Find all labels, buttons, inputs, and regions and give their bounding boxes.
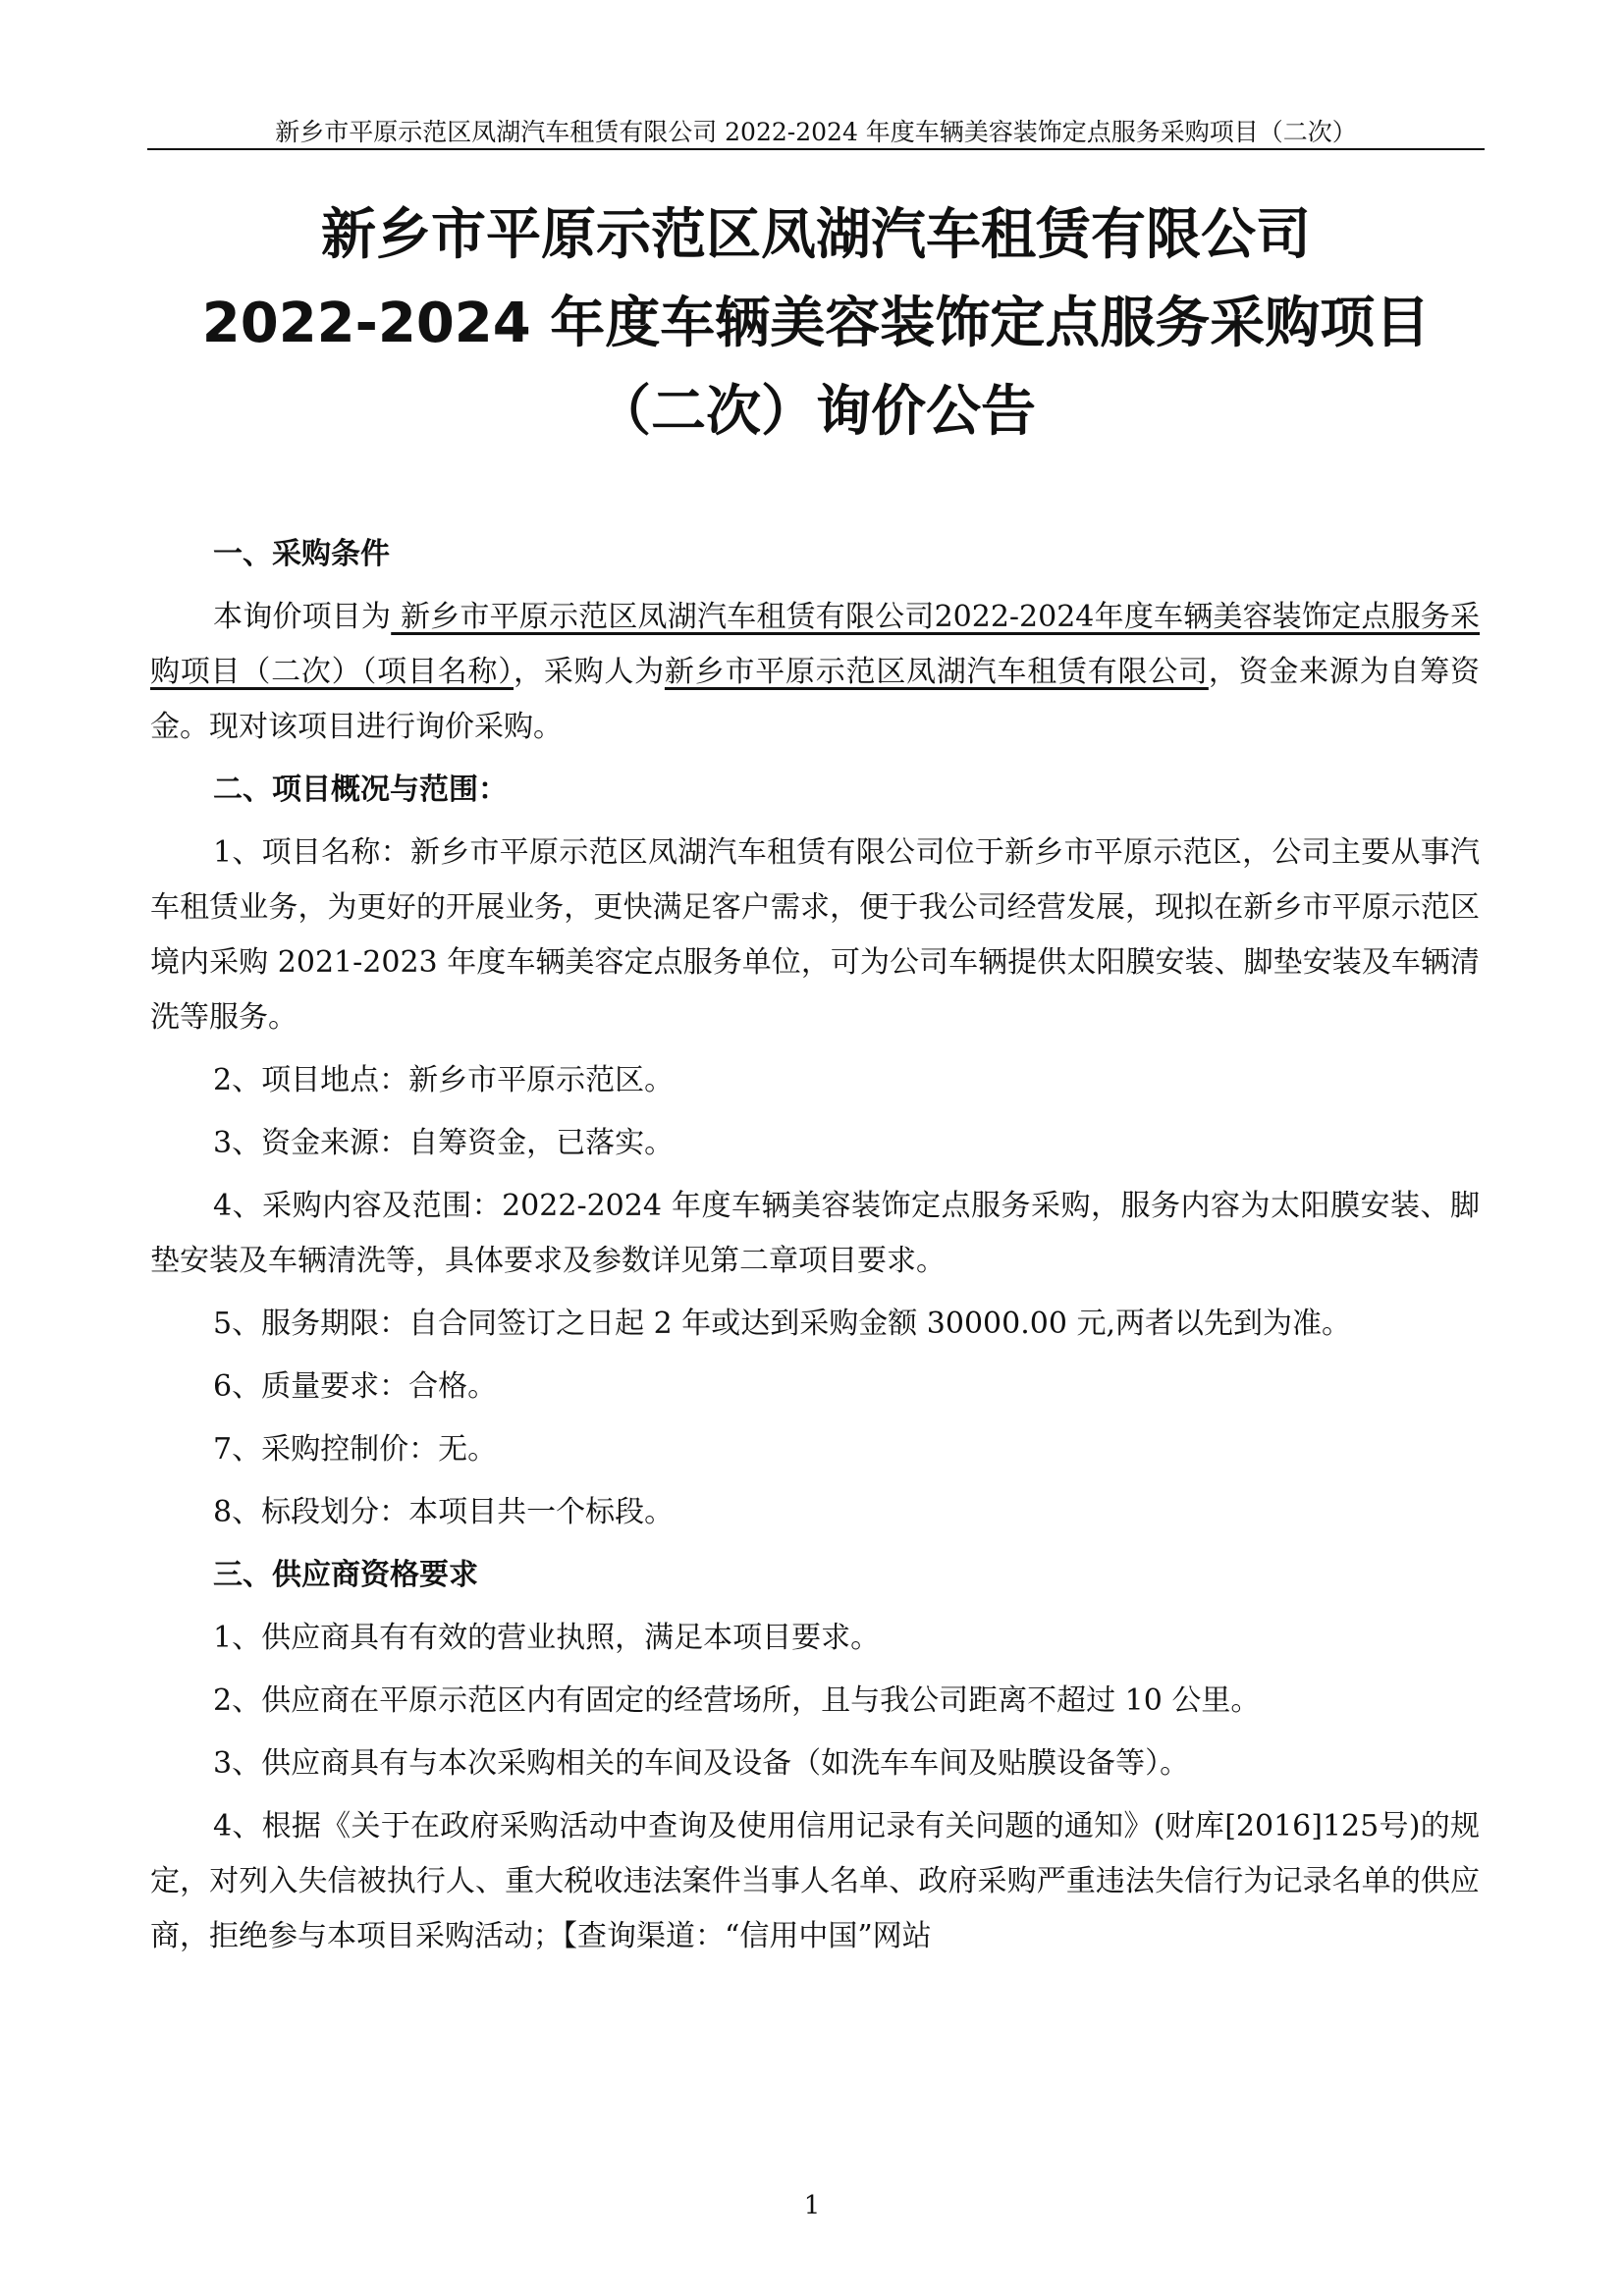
text-mid: ，采购人为 <box>514 655 665 689</box>
text-prefix: 本询价项目为 <box>213 600 392 634</box>
overview-item: 6、质量要求：合格。 <box>213 1369 498 1404</box>
overview-item: 2、项目地点：新乡市平原示范区。 <box>213 1063 675 1097</box>
project-name-link[interactable]: 新乡市平原示范区凤湖汽车租赁有限公司2022-2024年度车辆美容装饰定点服务采购项目（二次）（项目名称） <box>150 600 1481 689</box>
title-line-3: （二次）询价公告 <box>596 380 1036 444</box>
purchase-conditions-paragraph <box>150 590 1480 755</box>
overview-item: 7、采购控制价：无。 <box>213 1432 498 1467</box>
document-title <box>147 191 1485 456</box>
qualification-item: 2、供应商在平原示范区内有固定的经营场所，且与我公司距离不超过 10 公里。 <box>213 1683 1261 1718</box>
purchaser-name-link[interactable]: 新乡市平原示范区凤湖汽车租赁有限公司 <box>664 655 1209 689</box>
running-header: 新乡市平原示范区凤湖汽车租赁有限公司 2022-2024 年度车辆美容装饰定点服务采购项目（二次） <box>275 118 1357 146</box>
qualification-item: 1、供应商具有有效的营业执照，满足本项目要求。 <box>213 1621 881 1655</box>
title-line-1: 新乡市平原示范区凤湖汽车租赁有限公司 <box>321 203 1311 267</box>
header-divider <box>147 148 1485 150</box>
document-body <box>150 527 1480 1972</box>
overview-item: 3、资金来源：自筹资金，已落实。 <box>213 1126 675 1160</box>
section-heading-supplier-qualifications: 三、供应商资格要求 <box>213 1558 478 1592</box>
overview-item: 1、项目名称：新乡市平原示范区凤湖汽车租赁有限公司位于新乡市平原示范区，公司主要从事汽车租赁业务，为更好的开展业务，更快满足客户需求，便于我公司经营发展，现拟在新乡市平原示范区境内采购 2021-2023 年度车辆美容定点服务单位，可为公司车辆提供太阳膜安装、脚垫安装及车辆清洗等服务。 <box>150 835 1480 1035</box>
section-heading-project-overview: 二、项目概况与范围： <box>213 773 508 807</box>
qualification-item: 3、供应商具有与本次采购相关的车间及设备（如洗车车间及贴膜设备等）。 <box>213 1746 1190 1781</box>
overview-item: 5、服务期限：自合同签订之日起 2 年或达到采购金额 30000.00 元,两者以先到为准。 <box>213 1307 1351 1341</box>
page-number: 1 <box>803 2191 821 2220</box>
section-heading-purchase-conditions: 一、采购条件 <box>213 537 390 571</box>
overview-item: 4、采购内容及范围：2022-2024 年度车辆美容装饰定点服务采购，服务内容为太阳膜安装、脚垫安装及车辆清洗等，具体要求及参数详见第二章项目要求。 <box>150 1189 1480 1278</box>
text-suffix: ，资金来源为自筹资金。现对该项目进行询价采购。 <box>150 655 1481 744</box>
title-line-2: 2022-2024 年度车辆美容装饰定点服务采购项目 <box>201 292 1431 355</box>
overview-item: 8、标段划分：本项目共一个标段。 <box>213 1495 675 1529</box>
qualification-item: 4、根据《关于在政府采购活动中查询及使用信用记录有关问题的通知》(财库[2016]125号)的规定，对列入失信被执行人、重大税收违法案件当事人名单、政府采购严重违法失信行为记录名单的供应商，拒绝参与本项目采购活动；【查询渠道：“信用中国”网站 <box>150 1809 1480 1953</box>
